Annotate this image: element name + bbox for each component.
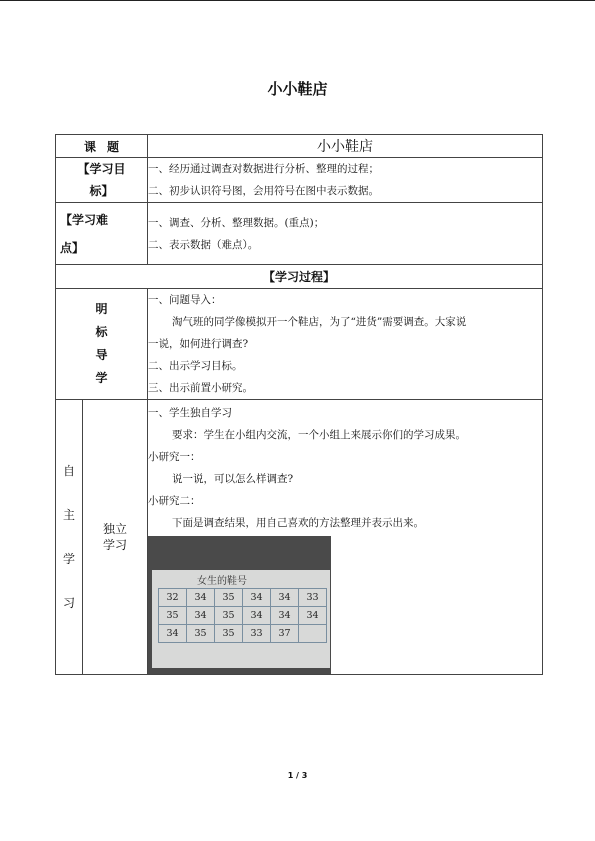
photo-paper	[152, 570, 330, 668]
shoe-size-cell: 35	[215, 625, 243, 643]
difficulty-label-line-2: 点】	[60, 240, 85, 255]
independent-content	[148, 400, 543, 675]
page-number: 1 / 3	[287, 771, 308, 780]
guide-line: 一说，如何进行调查?	[148, 338, 249, 350]
photo-table-title: 女生的鞋号	[197, 576, 247, 587]
goal-item: 一、经历通过调查对数据进行分析、整理的过程；	[148, 163, 379, 175]
shoe-size-grid	[158, 588, 327, 643]
goal-guide-char: 导	[95, 348, 108, 362]
difficulty-item: 一、调查、分析、整理数据。(重点)；	[148, 216, 325, 229]
difficulty-item: 二、表示数据（难点）。	[148, 238, 259, 251]
independent-line: 说一说，可以怎么样调查?	[172, 473, 294, 485]
goal-guide-label	[56, 289, 148, 400]
independent-line: 小研究一：	[148, 451, 201, 463]
topic-label-cell	[56, 135, 148, 158]
shoe-size-cell: 34	[271, 589, 299, 607]
guide-line: 三、出示前置小研究。	[148, 382, 253, 394]
shoe-size-cell: 33	[299, 589, 327, 607]
shoe-size-cell: 34	[243, 589, 271, 607]
topic-value: 小小鞋店	[148, 135, 543, 158]
top-rule	[0, 0, 595, 1]
shoe-size-cell: 34	[243, 607, 271, 625]
goals-label-line-2: 标】	[89, 184, 114, 198]
difficulty-label	[56, 203, 148, 265]
independent-line: 一、学生独自学习	[148, 407, 232, 419]
shoe-size-cell: 34	[187, 607, 215, 625]
independent-line: 小研究二：	[148, 495, 201, 507]
difficulty-label-line-1: 【学习难	[60, 212, 109, 227]
shoe-size-cell: 35	[187, 625, 215, 643]
independent-label	[83, 400, 148, 675]
lesson-table	[55, 134, 543, 675]
guide-line: 二、出示学习目标。	[148, 360, 243, 372]
shoe-size-cell: 34	[187, 589, 215, 607]
document-title: 小小鞋店	[267, 80, 328, 98]
goals-label	[56, 158, 148, 203]
shoe-size-cell	[299, 625, 327, 643]
independent-line: 要求：学生在小组内交流，一个小组上来展示你们的学习成果。	[172, 429, 466, 441]
shoe-size-cell: 34	[159, 625, 187, 643]
guide-line: 一、问题导入：	[148, 294, 222, 306]
topic-label-left: 课	[84, 139, 97, 154]
independent-label-line-1: 独立	[102, 522, 127, 536]
shoe-size-cell: 35	[215, 589, 243, 607]
self-study-label	[56, 400, 83, 675]
guide-line: 淘气班的同学像模拟开一个鞋店，为了“进货”需要调查。大家说	[172, 316, 467, 328]
shoe-size-cell: 32	[159, 589, 187, 607]
self-study-char: 自	[62, 464, 75, 478]
difficulty-content	[148, 203, 543, 265]
shoe-size-cell: 35	[215, 607, 243, 625]
shoe-size-cell: 34	[299, 607, 327, 625]
shoe-size-cell: 33	[243, 625, 271, 643]
goals-content	[148, 158, 543, 203]
topic-label-right: 题	[106, 139, 119, 154]
self-study-char: 主	[62, 508, 75, 522]
independent-line: 下面是调查结果，用自己喜欢的方法整理并表示出来。	[172, 517, 424, 529]
shoe-size-cell: 37	[271, 625, 299, 643]
goal-guide-char: 明	[95, 302, 108, 316]
goal-guide-char: 标	[95, 325, 108, 339]
goal-item: 二、初步认识符号图，会用符号在图中表示数据。	[148, 185, 379, 197]
process-header: 【学习过程】	[56, 265, 543, 289]
shoe-size-photo	[148, 536, 331, 674]
goal-guide-char: 学	[95, 371, 108, 385]
self-study-char: 学	[62, 552, 75, 566]
shoe-size-cell: 34	[271, 607, 299, 625]
goal-guide-content	[148, 289, 543, 400]
independent-label-line-2: 学习	[102, 538, 127, 552]
shoe-size-cell: 35	[159, 607, 187, 625]
goals-label-line-1: 【学习目	[77, 162, 126, 176]
self-study-char: 习	[62, 596, 75, 610]
